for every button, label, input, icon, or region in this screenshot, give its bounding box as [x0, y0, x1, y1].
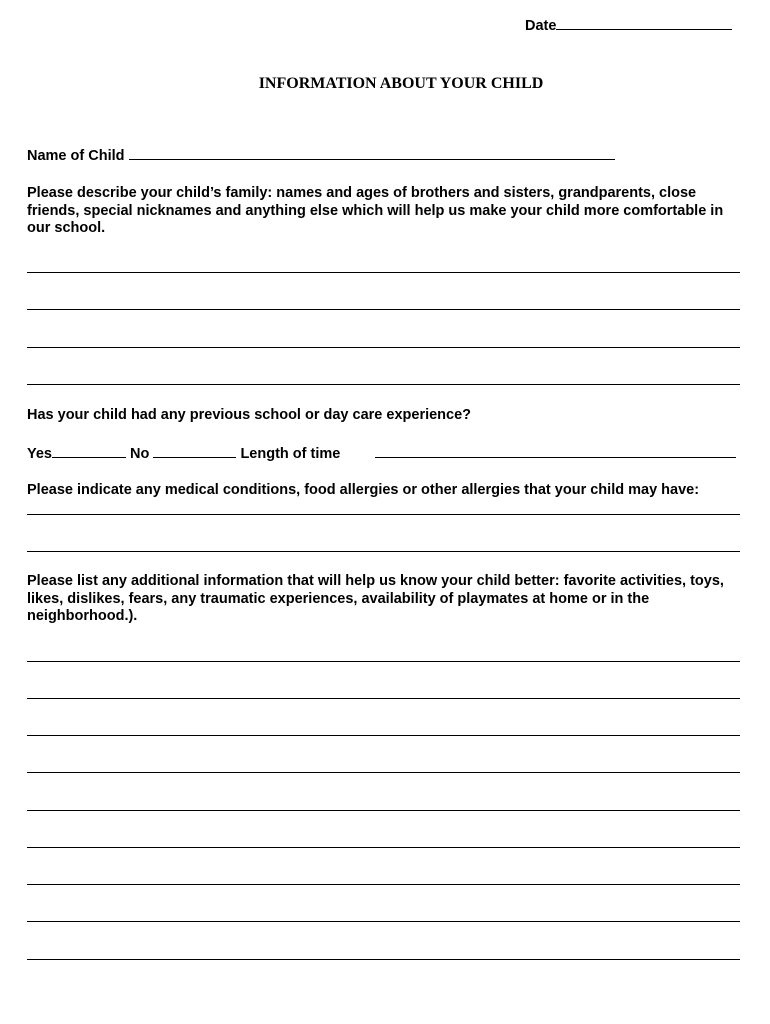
additional-answer-line-6[interactable]	[27, 847, 740, 848]
additional-answer-line-3[interactable]	[27, 735, 740, 736]
additional-answer-line-1[interactable]	[27, 661, 740, 662]
additional-prompt: Please list any additional information that will help us know your child better: favorite activities, toys, likes, dislikes, fears, any traumatic experiences, availability of playmates at home or in the neighborhood.).	[27, 573, 724, 624]
additional-answer-line-5[interactable]	[27, 810, 740, 811]
date-field[interactable]	[556, 16, 732, 30]
experience-question: Has your child had any previous school or day care experience?	[27, 407, 472, 423]
family-answer-line-2[interactable]	[27, 309, 740, 310]
yes-label: Yes	[27, 446, 52, 462]
family-prompt: Please describe your child’s family: names and ages of brothers and sisters, grandparents, close friends, special nicknames and anything else which will help us make your child more comfortable in our school.	[27, 185, 724, 236]
additional-answer-line-7[interactable]	[27, 884, 740, 885]
additional-answer-line-4[interactable]	[27, 772, 740, 773]
additional-answer-line-2[interactable]	[27, 698, 740, 699]
name-of-child-label: Name of Child	[27, 148, 125, 164]
date-label: Date	[525, 18, 557, 34]
experience-answer-row	[27, 444, 340, 463]
date-row	[525, 16, 732, 35]
yes-field[interactable]	[52, 444, 126, 458]
additional-answer-line-8[interactable]	[27, 921, 740, 922]
no-label: No	[130, 446, 150, 462]
length-of-time-label: Length of time	[240, 446, 341, 462]
medical-prompt: Please indicate any medical conditions, food allergies or other allergies that your child may have:	[27, 482, 700, 498]
length-of-time-field[interactable]	[375, 457, 736, 458]
page-title: INFORMATION ABOUT YOUR CHILD	[258, 75, 544, 92]
name-row	[27, 146, 615, 165]
medical-answer-line-1[interactable]	[27, 514, 740, 515]
additional-answer-line-9[interactable]	[27, 959, 740, 960]
family-answer-line-3[interactable]	[27, 347, 740, 348]
medical-answer-line-2[interactable]	[27, 551, 740, 552]
no-field[interactable]	[153, 444, 236, 458]
name-of-child-field[interactable]	[129, 146, 615, 160]
family-answer-line-4[interactable]	[27, 384, 740, 385]
family-answer-line-1[interactable]	[27, 272, 740, 273]
